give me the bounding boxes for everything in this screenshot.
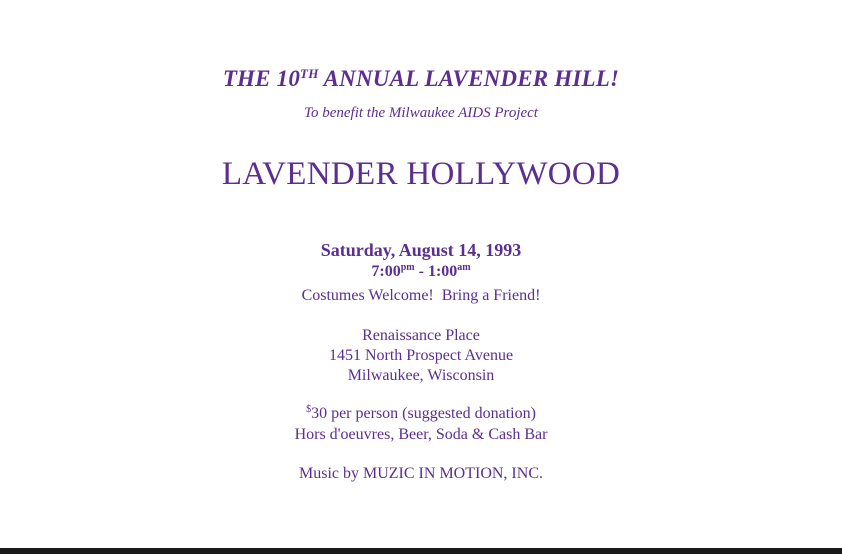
time-start: 7:00 [371, 263, 401, 280]
venue-city: Milwaukee, Wisconsin [347, 367, 495, 384]
headline-ordinal: TH [300, 66, 319, 81]
scan-bottom-edge [0, 548, 842, 554]
event-title: LAVENDER HOLLYWOOD [221, 156, 621, 192]
music-credit: Music by MUZIC IN MOTION, INC. [299, 465, 543, 482]
event-time [0, 263, 842, 281]
price-text: 30 per person (suggested donation) [311, 405, 536, 422]
time-separator: - [414, 263, 428, 280]
time-start-suffix: pm [400, 262, 415, 273]
currency-symbol: $ [306, 404, 312, 415]
event-date: Saturday, August 14, 1993 [320, 240, 522, 260]
price-line [0, 405, 842, 423]
time-end-suffix: am [457, 262, 471, 273]
benefit-subhead: To benefit the Milwaukee AIDS Project [304, 105, 538, 121]
refreshments-line: Hors d'oeuvres, Beer, Soda & Cash Bar [294, 426, 548, 443]
invitation-headline [0, 66, 842, 92]
venue-name: Renaissance Place [362, 327, 480, 344]
venue-street: 1451 North Prospect Avenue [328, 347, 514, 364]
headline-prefix: THE 10 [222, 66, 301, 91]
headline-suffix: ANNUAL LAVENDER HILL! [318, 66, 620, 91]
time-end: 1:00 [427, 263, 458, 280]
costume-note: Costumes Welcome! Bring a Friend! [301, 287, 541, 304]
